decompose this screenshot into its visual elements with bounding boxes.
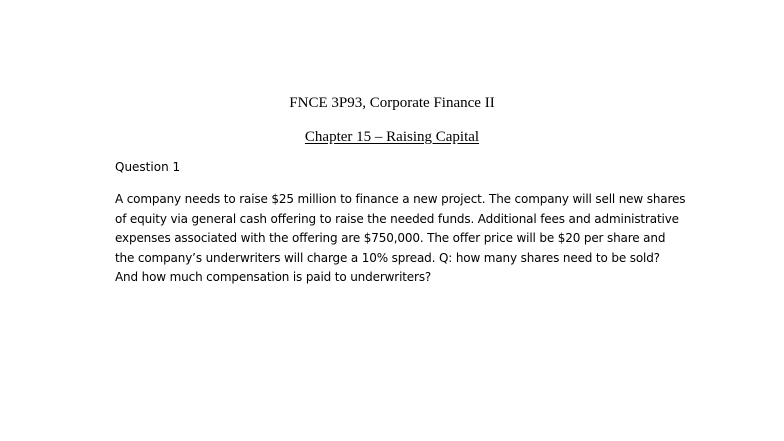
question-line: And how much compensation is paid to underwriters? [115,270,432,284]
document-title: FNCE 3P93, Corporate Finance II [289,95,495,111]
question-line: A company needs to raise $25 million to finance a new project. The company will sell new shares [115,192,686,206]
question-text [115,190,686,288]
question-line: of equity via general cash offering to raise the needed funds. Additional fees and administrative [115,211,679,226]
question-line: expenses associated with the offering are $750,000. The offer price will be $20 per share and [115,231,666,245]
chapter-heading [0,127,784,147]
chapter-heading-text: Chapter 15 – Raising Capital [304,129,480,145]
question-label: Question 1 [115,160,181,174]
question-line: the company’s underwriters will charge a 10% spread. Q: how many shares need to be sold? [115,250,660,265]
